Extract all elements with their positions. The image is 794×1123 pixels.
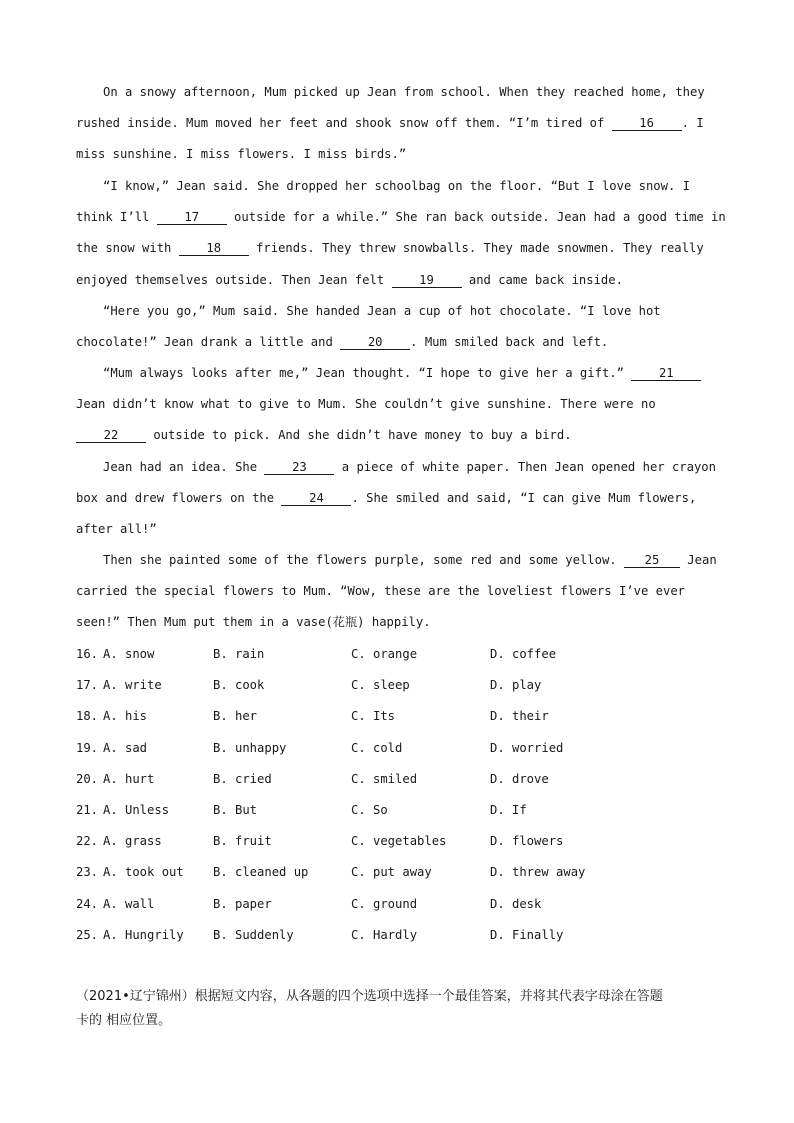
option-a: A. sad [103,741,148,755]
question-number: 24. [76,897,99,911]
option-a: A. took out [103,865,184,879]
question-number: 20. [76,772,99,786]
option-a: A. Hungrily [103,928,184,942]
question-row [76,646,557,662]
text: seen!” Then Mum put them in a vase(花瓶) happily. [76,615,431,629]
option-c: C. cold [351,741,403,755]
text: miss sunshine. I miss flowers. I miss birds.” [76,147,407,161]
option-b: B. paper [213,897,272,911]
option-c: C. put away [351,865,432,879]
text-line [76,240,704,256]
text: and came back inside. [461,273,623,287]
text: “I know,” Jean said. She dropped her schoolbag on the floor. “But I love snow. I [103,179,690,193]
option-d: D. their [490,709,549,723]
question-row [76,864,586,880]
blank-19: 19 [392,274,462,288]
text: Then she painted some of the flowers purple, some red and some yellow. [103,553,624,567]
text-line [76,334,608,350]
option-a: A. hurt [103,772,155,786]
blank-18: 18 [179,242,249,256]
option-a: A. wall [103,897,155,911]
text: Jean [679,553,717,567]
text-line [103,459,716,475]
option-a: A. snow [103,647,155,661]
blank-20: 20 [340,336,410,350]
text: friends. They threw snowballs. They made snowmen. They really [248,241,704,255]
option-c: C. sleep [351,678,410,692]
text: carried the special flowers to Mum. “Wow, these are the loveliest flowers I’ve ever [76,584,686,598]
question-row [76,740,564,756]
option-d: D. coffee [490,647,557,661]
option-b: B. unhappy [213,741,287,755]
text-line [76,209,726,225]
option-d: D. drove [490,772,549,786]
text-line [76,427,572,443]
option-b: B. cleaned up [213,865,309,879]
text: chocolate!” Jean drank a little and [76,335,341,349]
option-c: C. orange [351,647,418,661]
text-line [76,583,685,599]
option-d: D. If [490,803,527,817]
option-c: C. Hardly [351,928,418,942]
option-a: A. his [103,709,148,723]
option-b: B. fruit [213,834,272,848]
blank-17: 17 [157,211,227,225]
blank-22: 22 [76,429,146,443]
text-line [103,303,661,319]
question-number: 25. [76,928,99,942]
next-section-instruction [76,989,716,1029]
text-line [103,365,701,381]
option-b: B. rain [213,647,265,661]
text: “Mum always looks after me,” Jean thought. “I hope to give her a gift.” [103,366,632,380]
text: outside to pick. And she didn’t have money to buy a bird. [146,428,572,442]
option-a: A. Unless [103,803,170,817]
text-line [76,115,704,131]
text: . I [681,116,704,130]
text-line [103,178,690,194]
option-d: D. play [490,678,542,692]
text: after all!” [76,522,157,536]
question-number: 17. [76,678,99,692]
question-number: 23. [76,865,99,879]
blank-23: 23 [264,461,334,475]
option-b: B. her [213,709,258,723]
text: the snow with [76,241,179,255]
option-b: B. But [213,803,258,817]
text-line [76,490,696,506]
option-c: C. Its [351,709,396,723]
option-c: C. So [351,803,388,817]
question-row [76,927,564,943]
option-d: D. worried [490,741,564,755]
option-c: C. smiled [351,772,418,786]
text: outside for a while.” She ran back outside. Jean had a good time in [226,210,726,224]
text: think I’ll [76,210,157,224]
option-d: D. Finally [490,928,564,942]
question-number: 18. [76,709,99,723]
text: rushed inside. Mum moved her feet and shook snow off them. “I’m tired of [76,116,612,130]
text-line [103,552,717,568]
instruction-line-2: 卡的 相应位置。 [76,1013,172,1028]
question-number: 19. [76,741,99,755]
option-d: D. flowers [490,834,564,848]
blank-24: 24 [281,492,351,506]
text: enjoyed themselves outside. Then Jean felt [76,273,392,287]
question-number: 21. [76,803,99,817]
text: . She smiled and said, “I can give Mum flowers, [351,491,697,505]
text-line [76,146,406,162]
question-row [76,833,564,849]
text-line [76,396,656,412]
question-row [76,771,549,787]
text: Jean didn’t know what to give to Mum. She couldn’t give sunshine. There were no [76,397,656,411]
text: Jean had an idea. She [103,460,265,474]
question-row [76,896,542,912]
blank-21: 21 [631,367,701,381]
text: “Here you go,” Mum said. She handed Jean a cup of hot chocolate. “I love hot [103,304,661,318]
option-a: A. write [103,678,162,692]
option-c: C. vegetables [351,834,447,848]
option-b: B. cook [213,678,265,692]
question-row [76,708,549,724]
blank-25: 25 [624,554,680,568]
option-d: D. threw away [490,865,586,879]
text: a piece of white paper. Then Jean opened her crayon [334,460,716,474]
text: On a snowy afternoon, Mum picked up Jean from school. When they reached home, they [103,85,705,99]
text-line [76,521,157,537]
text-line [76,614,431,630]
text-line [76,272,623,288]
question-row [76,677,542,693]
instruction-line-1: （2021•辽宁锦州）根据短文内容，从各题的四个选项中选择一个最佳答案，并将其代表字母涂在答题 [76,989,663,1004]
question-number: 16. [76,647,99,661]
option-b: B. Suddenly [213,928,294,942]
question-number: 22. [76,834,99,848]
text: box and drew flowers on the [76,491,282,505]
text-line [103,84,705,100]
option-c: C. ground [351,897,418,911]
text: . Mum smiled back and left. [410,335,609,349]
blank-16: 16 [612,117,682,131]
option-a: A. grass [103,834,162,848]
question-row [76,802,527,818]
option-d: D. desk [490,897,542,911]
option-b: B. cried [213,772,272,786]
